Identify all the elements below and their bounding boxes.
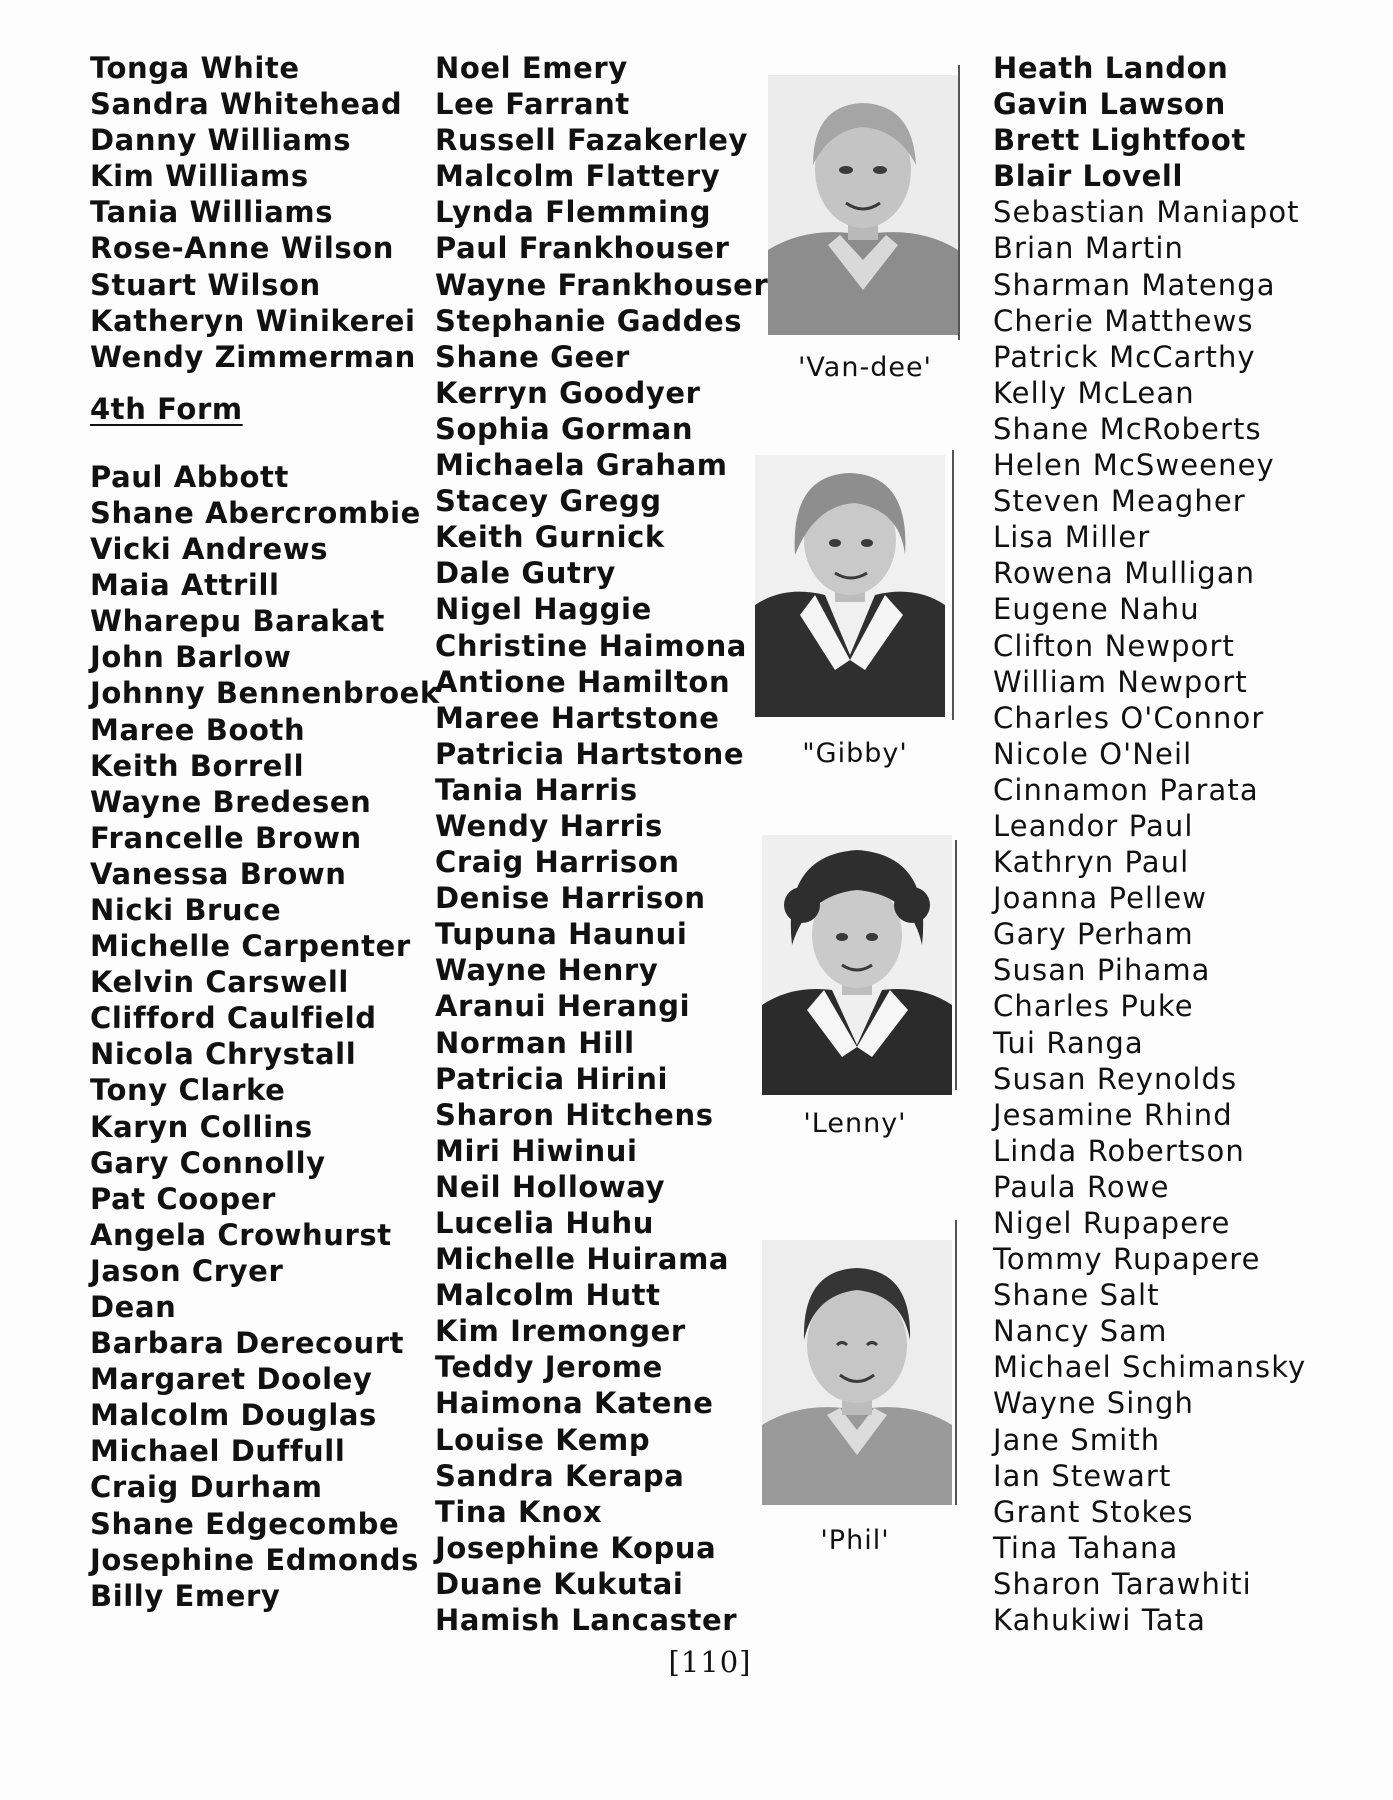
list-item: Joanna Pellew xyxy=(993,881,1208,916)
section-heading-4th-form: 4th Form xyxy=(90,391,243,426)
list-item: Tommy Rupapere xyxy=(993,1242,1261,1277)
name-column-4 xyxy=(993,50,1363,1638)
list-item: Jane Smith xyxy=(993,1422,1161,1457)
list-item: Miri Hiwinui xyxy=(435,1133,638,1168)
list-item: Wayne Bredesen xyxy=(90,784,372,819)
list-item: Sebastian Maniapot xyxy=(993,195,1300,230)
list-item: Aranui Herangi xyxy=(435,989,691,1024)
list-item: Nigel Haggie xyxy=(435,592,652,627)
list-item: Nicki Bruce xyxy=(90,892,282,927)
list-item: Paul Abbott xyxy=(90,459,289,494)
list-item: Karyn Collins xyxy=(90,1109,313,1144)
list-item: Dean xyxy=(90,1290,177,1324)
list-item: Paul Frankhouser xyxy=(435,231,730,266)
list-item: Angela Crowhurst xyxy=(90,1217,392,1252)
list-item: Wendy Harris xyxy=(435,808,663,843)
list-item: Vanessa Brown xyxy=(90,856,347,891)
page-number: [110] xyxy=(668,1645,752,1679)
student-portrait-image xyxy=(768,75,958,335)
list-item: Michaela Graham xyxy=(435,448,728,483)
list-item: Blair Lovell xyxy=(993,159,1184,194)
list-item: Michelle Carpenter xyxy=(90,929,411,964)
list-item: Jason Cryer xyxy=(90,1253,284,1288)
list-item: Nigel Rupapere xyxy=(993,1206,1231,1240)
list-item: Gary Perham xyxy=(993,917,1194,952)
list-item: Maree Hartstone xyxy=(435,700,720,735)
list-item: Craig Durham xyxy=(90,1470,323,1505)
student-photo-2 xyxy=(755,455,945,717)
list-item: Shane Geer xyxy=(435,339,630,374)
list-item: Wharepu Barakat xyxy=(90,604,385,639)
list-item: Shane McRoberts xyxy=(993,411,1262,446)
list-item: Malcolm Flattery xyxy=(435,159,721,194)
list-item: Neil Holloway xyxy=(435,1169,666,1204)
list-item: Paula Rowe xyxy=(993,1169,1170,1204)
student-photo-4 xyxy=(762,1240,952,1505)
photo-caption: 'Van-dee' xyxy=(798,352,932,383)
list-item: Danny Williams xyxy=(90,123,352,158)
photo-caption: "Gibby' xyxy=(802,738,908,769)
list-item: Louise Kemp xyxy=(435,1422,651,1457)
student-portrait-image xyxy=(762,1240,952,1505)
list-item: Lisa Miller xyxy=(993,520,1151,555)
list-item: Maia Attrill xyxy=(90,568,280,603)
list-item: Nicola Chrystall xyxy=(90,1037,357,1072)
list-item: Russell Fazakerley xyxy=(435,123,749,158)
list-item: Tania Williams xyxy=(90,195,334,230)
list-item: Malcolm Douglas xyxy=(90,1398,377,1433)
list-item: Michael Duffull xyxy=(90,1434,346,1469)
list-item: Helen McSweeney xyxy=(993,448,1275,483)
photo-caption: 'Phil' xyxy=(820,1525,890,1556)
list-item: Johnny Bennenbroek xyxy=(90,676,440,711)
list-item: Gary Connolly xyxy=(90,1145,326,1180)
photo-divider xyxy=(958,65,960,340)
list-item: Sharon Hitchens xyxy=(435,1097,714,1132)
list-item: Kahukiwi Tata xyxy=(993,1603,1207,1638)
list-item: Norman Hill xyxy=(435,1025,635,1060)
list-item: Wendy Zimmerman xyxy=(90,339,416,374)
list-item: Susan Pihama xyxy=(993,953,1211,988)
list-item: Pat Cooper xyxy=(90,1181,276,1216)
name-list-4th-form xyxy=(90,459,440,1614)
list-item: Eugene Nahu xyxy=(993,592,1200,627)
list-item: Christine Haimona xyxy=(435,628,747,663)
list-item: Kelvin Carswell xyxy=(90,965,349,1000)
list-item: Kim Williams xyxy=(90,159,309,194)
list-item: Josephine Kopua xyxy=(435,1530,717,1565)
list-item: Sophia Gorman xyxy=(435,411,694,446)
list-item: Patricia Hartstone xyxy=(435,736,745,771)
list-item: Tonga White xyxy=(90,51,300,85)
list-item: Hamish Lancaster xyxy=(435,1603,738,1638)
list-item: Kerryn Goodyer xyxy=(435,375,701,410)
photo-divider xyxy=(952,450,954,720)
list-item: Tania Harris xyxy=(435,772,638,807)
list-item: Haimona Katene xyxy=(435,1386,714,1421)
list-item: Shane Abercrombie xyxy=(90,495,421,530)
name-list-top xyxy=(90,50,420,375)
list-item: Tui Ranga xyxy=(993,1025,1144,1060)
list-item: Cinnamon Parata xyxy=(993,772,1259,807)
list-item: Wayne Singh xyxy=(993,1386,1194,1421)
list-item: Craig Harrison xyxy=(435,845,680,880)
list-item: Sharman Matenga xyxy=(993,267,1276,302)
list-item: Kim Iremonger xyxy=(435,1314,686,1349)
list-item: Kelly McLean xyxy=(993,375,1195,410)
list-item: Shane Edgecombe xyxy=(90,1506,400,1541)
list-item: Patrick McCarthy xyxy=(993,339,1256,374)
name-column-2 xyxy=(435,50,769,1638)
list-item: Stuart Wilson xyxy=(90,267,321,302)
list-item: Tina Tahana xyxy=(993,1530,1179,1565)
list-item: Malcolm Hutt xyxy=(435,1278,661,1313)
list-item: Tupuna Haunui xyxy=(435,917,688,952)
student-photo-1 xyxy=(768,75,958,335)
list-item: Sandra Whitehead xyxy=(90,87,403,122)
student-portrait-image xyxy=(755,455,945,717)
list-item: Billy Emery xyxy=(90,1578,281,1613)
list-item: Noel Emery xyxy=(435,51,628,85)
list-item: William Newport xyxy=(993,664,1248,699)
list-item: Tony Clarke xyxy=(90,1073,286,1108)
list-item: Katheryn Winikerei xyxy=(90,303,416,338)
student-photo-3 xyxy=(762,835,952,1095)
list-item: Lucelia Huhu xyxy=(435,1206,654,1240)
list-item: Susan Reynolds xyxy=(993,1061,1238,1096)
list-item: Heath Landon xyxy=(993,51,1229,85)
list-item: John Barlow xyxy=(90,640,292,675)
list-item: Margaret Dooley xyxy=(90,1362,373,1397)
list-item: Linda Robertson xyxy=(993,1133,1245,1168)
photo-caption: 'Lenny' xyxy=(803,1108,907,1139)
list-item: Wayne Henry xyxy=(435,953,659,988)
list-item: Josephine Edmonds xyxy=(90,1542,419,1577)
photo-divider xyxy=(955,1220,957,1505)
list-item: Keith Gurnick xyxy=(435,520,665,555)
list-item: Kathryn Paul xyxy=(993,845,1190,880)
list-item: Vicki Andrews xyxy=(90,532,329,567)
list-item: Nicole O'Neil xyxy=(993,736,1193,771)
list-item: Charles Puke xyxy=(993,989,1194,1024)
list-item: Jesamine Rhind xyxy=(993,1097,1233,1132)
list-item: Michelle Huirama xyxy=(435,1242,730,1277)
list-item: Tina Knox xyxy=(435,1494,603,1529)
list-item: Teddy Jerome xyxy=(435,1350,663,1385)
list-item: Maree Booth xyxy=(90,712,306,747)
list-item: Rose-Anne Wilson xyxy=(90,231,395,266)
list-item: Lee Farrant xyxy=(435,87,630,122)
list-item: Grant Stokes xyxy=(993,1494,1194,1529)
list-item: Leandor Paul xyxy=(993,808,1194,843)
photo-divider xyxy=(955,840,957,1090)
list-item: Brett Lightfoot xyxy=(993,123,1246,158)
list-item: Nancy Sam xyxy=(993,1314,1168,1349)
list-item: Lynda Flemming xyxy=(435,195,712,230)
list-item: Clifton Newport xyxy=(993,628,1235,663)
list-item: Michael Schimansky xyxy=(993,1350,1307,1385)
list-item: Barbara Derecourt xyxy=(90,1326,405,1361)
heading-gap xyxy=(90,429,420,459)
list-item: Stacey Gregg xyxy=(435,484,662,519)
list-item: Cherie Matthews xyxy=(993,303,1254,338)
list-item: Steven Meagher xyxy=(993,484,1246,519)
list-item: Denise Harrison xyxy=(435,881,706,916)
list-item: Shane Salt xyxy=(993,1278,1160,1313)
list-item: Dale Gutry xyxy=(435,556,616,591)
list-item: Sharon Tarawhiti xyxy=(993,1566,1252,1601)
list-item: Ian Stewart xyxy=(993,1458,1172,1493)
list-item: Brian Martin xyxy=(993,231,1184,266)
name-column-1 xyxy=(90,50,440,1614)
list-item: Francelle Brown xyxy=(90,820,362,855)
list-item: Keith Borrell xyxy=(90,748,305,783)
list-item: Clifford Caulfield xyxy=(90,1001,377,1036)
list-item: Charles O'Connor xyxy=(993,700,1265,735)
list-item: Rowena Mulligan xyxy=(993,556,1256,591)
list-item: Patricia Hirini xyxy=(435,1061,668,1096)
list-item: Gavin Lawson xyxy=(993,87,1226,122)
student-portrait-image xyxy=(762,835,952,1095)
list-item: Sandra Kerapa xyxy=(435,1458,685,1493)
list-item: Antione Hamilton xyxy=(435,664,731,699)
list-item: Wayne Frankhouser xyxy=(435,267,769,302)
list-item: Stephanie Gaddes xyxy=(435,303,743,338)
list-item: Duane Kukutai xyxy=(435,1566,684,1601)
